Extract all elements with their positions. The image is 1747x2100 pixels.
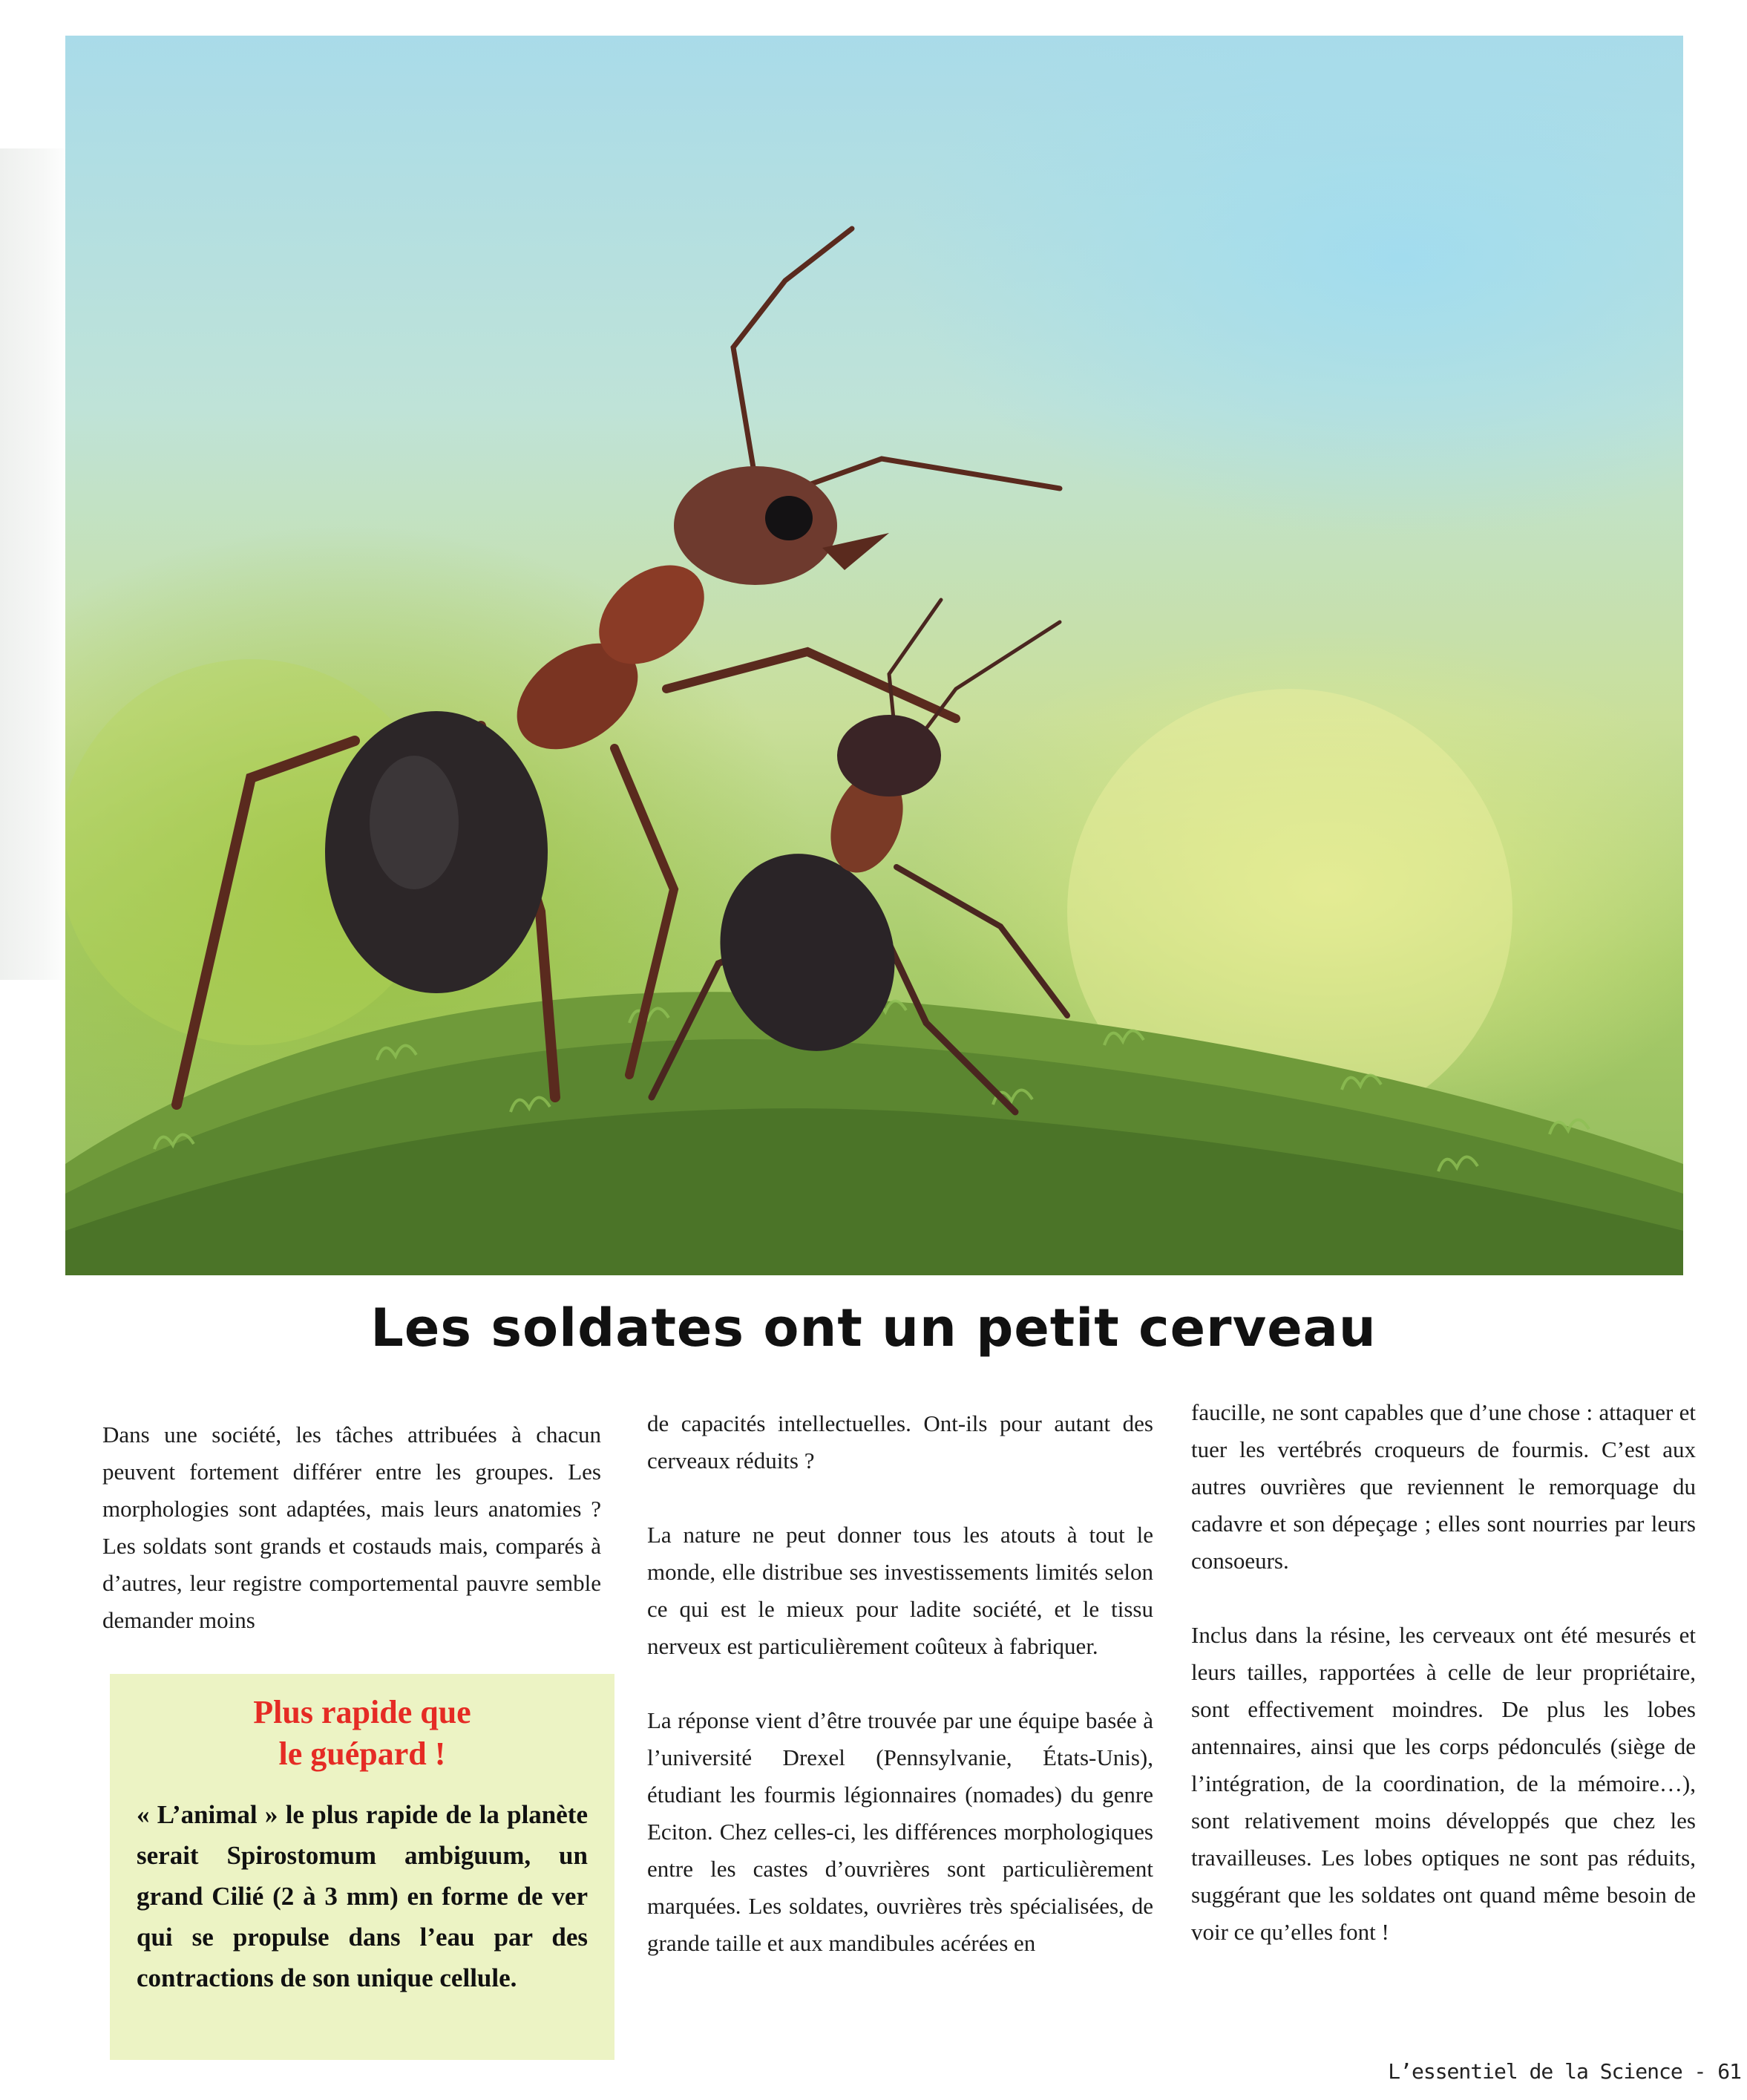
sidebar-title-line-1: Plus rapide que <box>253 1694 471 1730</box>
article-column-1 <box>102 1416 601 1639</box>
article-column-3 <box>1191 1394 1696 1951</box>
sidebar-body: « L’animal » le plus rapide de la planète serait Spirostomum ambiguum, un grand Cilié (2 à 3 mm) en forme de ver qui se propulse dans l’eau par des contractions de son unique cellule. <box>137 1800 588 1992</box>
ants-photo <box>65 36 1683 1275</box>
paragraph: Dans une société, les tâches attribuées à chacun peuvent fortement différer entre les groupes. Les morphologies sont adaptées, mais leurs anatomies ? Les soldats sont grands et costauds mais, comparés à d’autres, leur registre comportemental pauvre semble demander moins <box>102 1422 601 1633</box>
paragraph: de capacités intellectuelles. Ont-ils pour autant des cerveaux réduits ? <box>647 1410 1153 1473</box>
sidebar-box <box>110 1674 614 2060</box>
ants-illustration <box>65 36 1683 1275</box>
paragraph: Inclus dans la résine, les cerveaux ont été mesurés et leurs tailles, rapportées à celle de leur propriétaire, sont effectivement moindres. De plus les lobes antennaires, ainsi que les corps pédonculés (siège de l’intégration, de la coordination, de la mémoire…), sont relativement moins développés que chez les travailleuses. Les lobes optiques ne sont pas réduits, suggérant que les soldates ont quand même besoin de voir ce qu’elles font ! <box>1191 1622 1696 1945</box>
sidebar-title-line-2: le guépard ! <box>278 1736 446 1772</box>
article-column-2 <box>647 1405 1153 1962</box>
page-folio: L’essentiel de la Science - 61 <box>1388 2059 1741 2084</box>
article-title: Les soldates ont un petit cerveau <box>370 1298 1377 1358</box>
page-edge-bleed <box>0 148 71 980</box>
paragraph: La nature ne peut donner tous les atouts à tout le monde, elle distribue ses investissements limités selon ce qui est le mieux pour ladite société, et le tissu nerveux est particulièrement coûteux à fabriquer. <box>647 1522 1153 1659</box>
paragraph: faucille, ne sont capables que d’une chose : attaquer et tuer les vertébrés croqueurs de fourmis. C’est aux autres ouvrières que reviennent le remorquage du cadavre et son dépeçage ; elles sont nourries par leurs consoeurs. <box>1191 1399 1696 1574</box>
paragraph: La réponse vient d’être trouvée par une équipe basée à l’université Drexel (Pennsylvanie, États-Unis), étudiant les fourmis légionnaires (nomades) du genre Eciton. Chez celles-ci, les différences morphologiques entre les castes d’ouvrières sont particulièrement marquées. Les soldates, ouvrières très spécialisées, de grande taille et aux mandibules acérées en <box>647 1707 1153 1956</box>
sidebar-title <box>137 1692 588 1775</box>
